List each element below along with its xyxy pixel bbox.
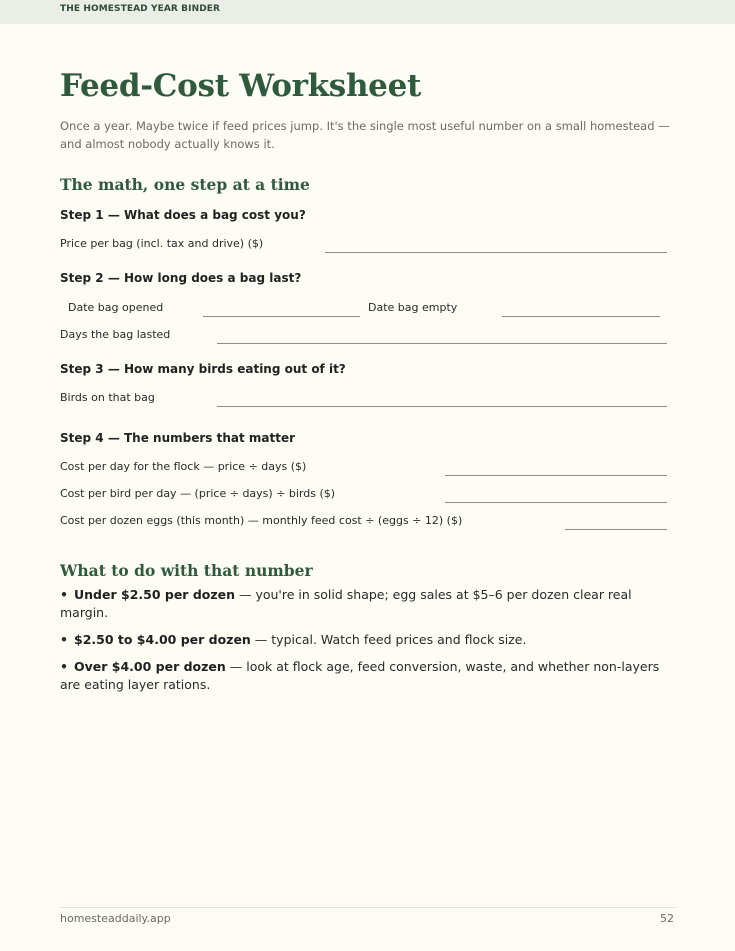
cost-per-dozen-field[interactable] <box>565 529 667 530</box>
cost-per-bird-label: Cost per bird per day — (price ÷ days) ÷ birds ($) <box>60 487 336 500</box>
date-empty-label: Date bag empty <box>368 301 458 314</box>
binder-title: THE HOMESTEAD YEAR BINDER <box>60 4 221 14</box>
page-title: Feed-Cost Worksheet <box>60 68 422 104</box>
step-4-title: Step 4 — The numbers that matter <box>60 431 296 445</box>
price-per-bag-field[interactable] <box>325 252 667 253</box>
date-opened-field[interactable] <box>203 316 360 317</box>
list-item <box>60 586 660 622</box>
top-banner <box>0 0 735 24</box>
list-item <box>60 631 660 649</box>
step-3-title: Step 3 — How many birds eating out of it? <box>60 362 346 376</box>
cost-per-day-field[interactable] <box>445 475 667 476</box>
step-2-title: Step 2 — How long does a bag last? <box>60 271 302 285</box>
intro-paragraph: Once a year. Maybe twice if feed prices jump. It's the single most useful number on a small homestead — and almost nobody actually knows it. <box>60 119 670 151</box>
price-per-bag-label: Price per bag (incl. tax and drive) ($) <box>60 237 264 250</box>
date-empty-field[interactable] <box>502 316 660 317</box>
footer-site: homesteaddaily.app <box>60 912 171 925</box>
birds-field[interactable] <box>217 406 667 407</box>
bullet-icon: • <box>60 587 68 602</box>
threshold-label: $2.50 to $4.00 per dozen <box>74 632 251 647</box>
threshold-label: Under $2.50 per dozen <box>74 587 236 602</box>
birds-label: Birds on that bag <box>60 391 155 404</box>
threshold-advice: — you're in solid shape; egg sales at $5–6 per dozen clear real margin. <box>60 587 632 620</box>
bullet-icon: • <box>60 659 68 674</box>
page-number: 52 <box>660 912 674 925</box>
list-item <box>60 658 660 694</box>
cost-per-bird-field[interactable] <box>445 502 667 503</box>
guidance-list <box>60 586 660 694</box>
days-lasted-label: Days the bag lasted <box>60 328 171 341</box>
math-section-title: The math, one step at a time <box>60 175 310 194</box>
action-section-title: What to do with that number <box>60 561 313 580</box>
threshold-advice: — look at flock age, feed conversion, waste, and whether non-layers are eating layer rations. <box>60 659 660 692</box>
cost-per-day-label: Cost per day for the flock — price ÷ days ($) <box>60 460 307 473</box>
days-lasted-field[interactable] <box>217 343 667 344</box>
step-1-title: Step 1 — What does a bag cost you? <box>60 208 306 222</box>
cost-per-dozen-label: Cost per dozen eggs (this month) — monthly feed cost ÷ (eggs ÷ 12) ($) <box>60 514 463 527</box>
bullet-icon: • <box>60 632 68 647</box>
date-opened-label: Date bag opened <box>68 301 164 314</box>
footer-divider <box>60 907 675 908</box>
threshold-advice: — typical. Watch feed prices and flock size. <box>250 632 527 647</box>
threshold-label: Over $4.00 per dozen <box>74 659 226 674</box>
